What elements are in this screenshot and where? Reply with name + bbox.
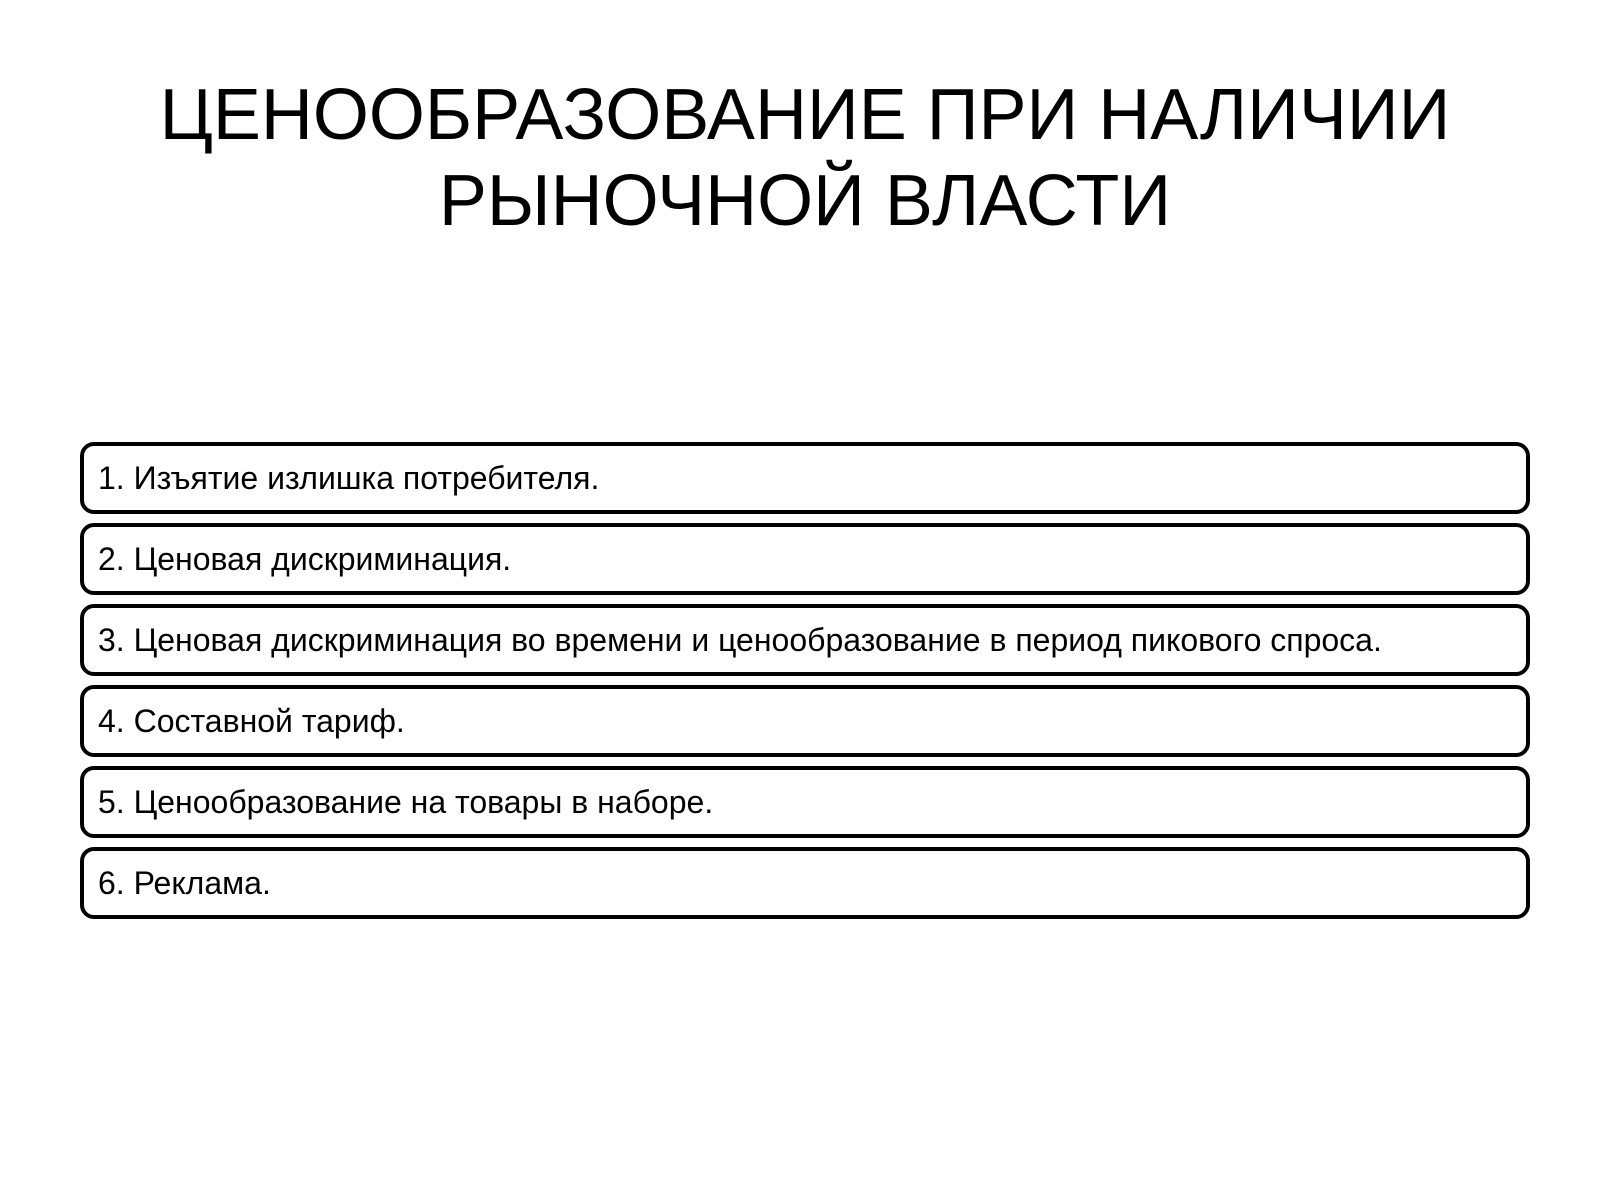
list-item: 6. Реклама. (80, 847, 1530, 919)
list-item: 3. Ценовая дискриминация во времени и ценообразование в период пикового спроса. (80, 604, 1530, 676)
list-item: 1. Изъятие излишка потребителя. (80, 442, 1530, 514)
list-item: 2. Ценовая дискриминация. (80, 523, 1530, 595)
slide-title-line-1: ЦЕНООБРАЗОВАНИЕ ПРИ НАЛИЧИИ (159, 75, 1451, 155)
list-item: 4. Составной тариф. (80, 685, 1530, 757)
list-item: 5. Ценообразование на товары в наборе. (80, 766, 1530, 838)
slide-title-line-2: РЫНОЧНОЙ ВЛАСТИ (438, 161, 1172, 241)
item-list (80, 442, 1530, 928)
slide-title (100, 72, 1510, 244)
